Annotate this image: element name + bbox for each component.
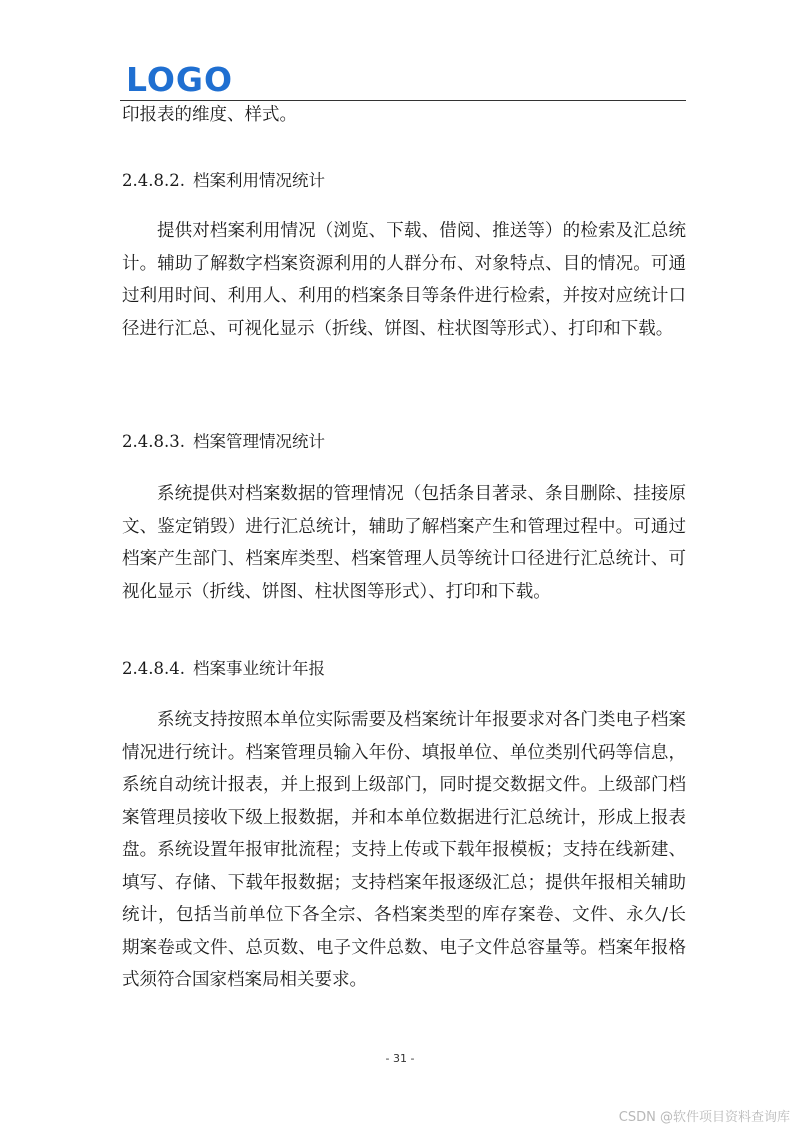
section-number: 2.4.8.4. (122, 659, 185, 678)
watermark: CSDN @软件项目资料查询库 (618, 1110, 790, 1125)
paragraph: 系统支持按照本单位实际需要及档案统计年报要求对各门类电子档案情况进行统计。档案管理员输入年份、填报单位、单位类别代码等信息，系统自动统计报表，并上报到上级部门，同时提交数据文件。上级部门档案管理员接收下级上报数据，并和本单位数据进行汇总统计，形成上报表盘。系统设置年报审批流程；支持上传或下载年报模板；支持在线新建、填写、存储、下载年报数据；支持档案年报逐级汇总；提供年报相关辅助统计，包括当前单位下各全宗、各档案类型的库存案卷、文件、永久/长期案卷或文件、总页数、电子文件总数、电子文件总容量等。档案年报格式须符合国家档案局相关要求。 (122, 710, 686, 990)
paragraph: 提供对档案利用情况（浏览、下载、借阅、推送等）的检索及汇总统计。辅助了解数字档案资源利用的人群分布、对象特点、目的情况。可通过利用时间、利用人、利用的档案条目等条件进行检索，并按对应统计口径进行汇总、可视化显示（折线、饼图、柱状图等形式）、打印和下载。 (122, 221, 686, 339)
section-title: 档案事业统计年报 (192, 659, 325, 678)
section-number: 2.4.8.3. (122, 432, 185, 451)
section-heading-2484 (122, 657, 325, 681)
section-heading-2483 (122, 430, 325, 454)
section-title: 档案利用情况统计 (192, 171, 325, 190)
section-number: 2.4.8.2. (122, 171, 185, 190)
page-number: - 31 - (385, 1052, 415, 1065)
section-heading-2482 (122, 169, 325, 193)
section-title: 档案管理情况统计 (192, 432, 325, 451)
logo: LOGO (126, 60, 234, 99)
section-body-2484 (122, 704, 686, 997)
section-body-2483 (122, 478, 686, 608)
paragraph: 系统提供对档案数据的管理情况（包括条目著录、条目删除、挂接原文、鉴定销毁）进行汇总统计，辅助了解档案产生和管理过程中。可通过档案产生部门、档案库类型、档案管理人员等统计口径进行汇总统计、可视化显示（折线、饼图、柱状图等形式）、打印和下载。 (122, 484, 686, 602)
continuation-paragraph (122, 99, 686, 132)
continuation-text: 印报表的维度、样式。 (122, 105, 297, 125)
section-body-2482 (122, 215, 686, 345)
